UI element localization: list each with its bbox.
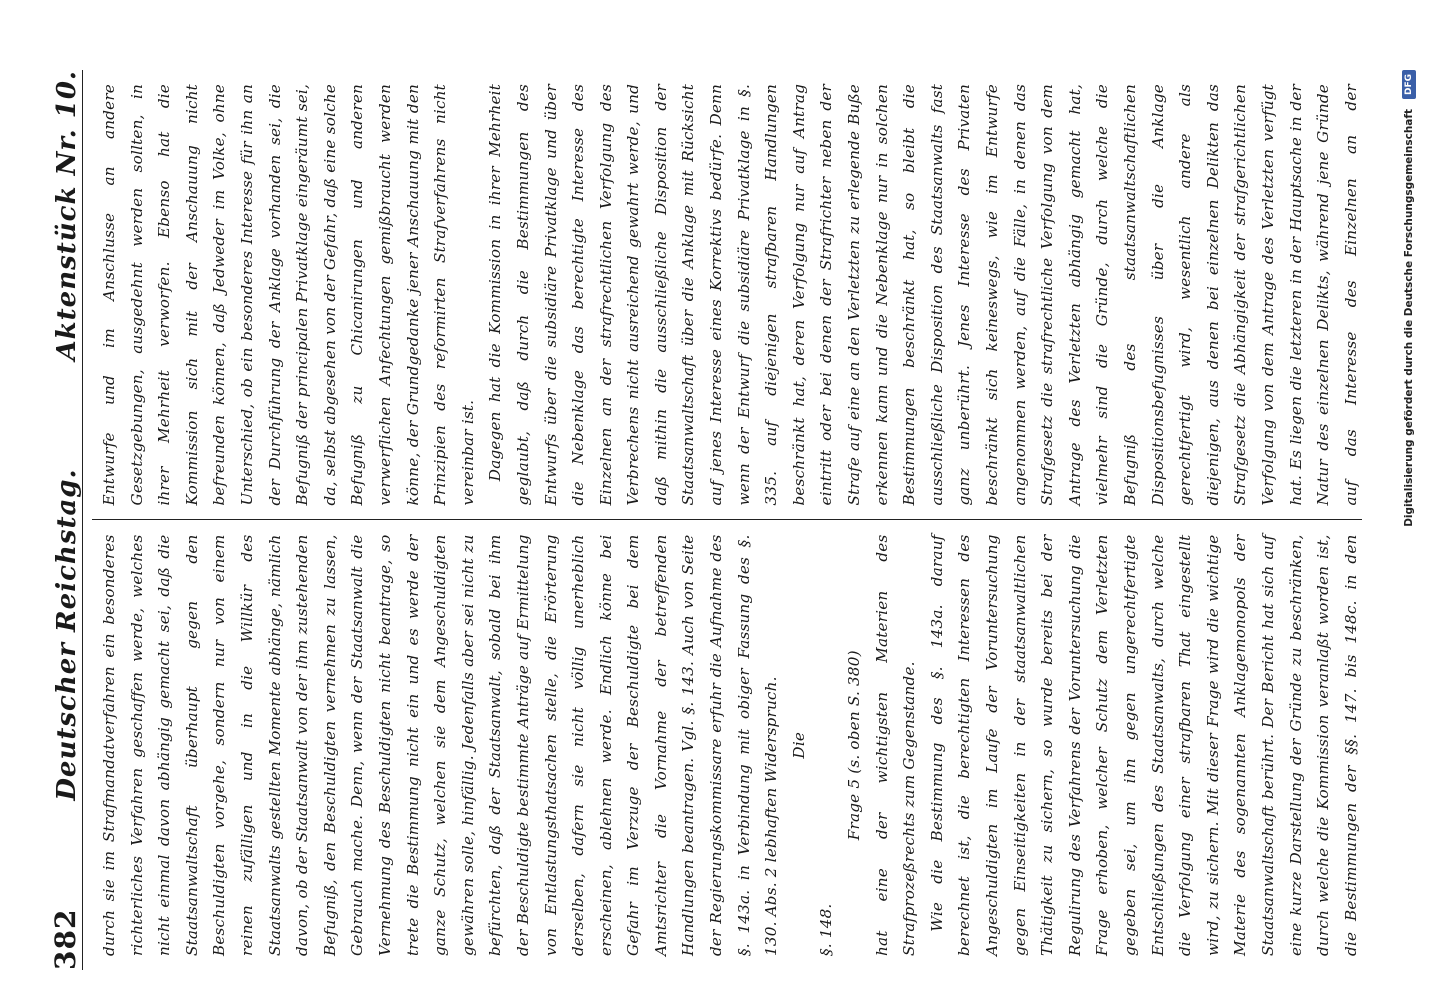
- column-divider: [92, 520, 1362, 521]
- credit-text: Digitalisierung gefördert durch die Deutsche Forschungsgemeinschaft: [1403, 109, 1415, 527]
- page-header: [42, 70, 83, 970]
- paragraph: Dagegen hat die Kommission in ihrer Mehrheit geglaubt, daß durch die Bestimmungen des Entwurfs über die subsidiäre Privatklage und über die Nebenklage das berechtigte Interesse des Einzelnen an der strafrechtlichen Verfolgung des Verbrechens nicht ausreichend gewahrt werde, und daß mithin die ausschließliche Disposition der Staatsanwaltschaft über die Anklage mit Rücksicht auf jenes Interesse eines Korrektivs bedürfe. Denn wenn der Entwurf die subsidiäre Privatklage in §. 335. auf diejenigen strafbaren Handlungen beschränkt hat, deren Verfolgung nur auf Antrag eintritt oder bei denen der Strafrichter neben der Strafe auf eine an den Verletzten zu erlegende Buße erkennen kann und die Nebenklage nur in solchen Bestimmungen beschränkt hat, so bleibt die ausschließliche Disposition des Staatsanwalts fast ganz unberührt. Jenes Interesse des Privaten beschränkt sich keineswegs, wie im Entwurfe angenommen werden, auf die Fälle, in denen das Strafgesetz die strafrechtliche Verfolgung von dem Antrage des Verletzten abhängig gemacht hat, vielmehr sind die Gründe, durch welche die Befugniß des staatsanwaltschaftlichen Dispositionsbefugnisses über die Anklage gerechtfertigt wird, wesentlich andere als diejenigen, aus denen bei einzelnen Delikten das Strafgesetz die Abhängigkeit der strafgerichtlichen Verfolgung von dem Antrage des Verletzten verfügt hat. Es liegen die letzteren in der Hauptsache in der Natur des einzelnen Delikts, während jene Gründe auf das Interesse des Einzelnen an der: [486, 84, 1360, 506]
- paragraph: Die: [789, 731, 808, 759]
- document-number: Aktenstück Nr. 10.: [52, 70, 82, 361]
- paragraph: Wie die Bestimmung des §. 143a. darauf berechnet ist, die berechtigten Interessen des Angeschuldigten im Laufe der Voruntersuchung gegen Einseitigkeiten in der staatsanwaltlichen Thätigkeit zu sichern, so wurde bereits bei der Regulirung des Verfahrens der Voruntersuchung die Frage erhoben, welcher Schutz dem Verletzten gegeben sei, um ihn gegen ungerechtfertigte Entschließungen des Staatsanwalts, durch welche die Verfolgung einer strafbaren That eingestellt wird, zu sichern. Mit dieser Frage wird die wichtige Materie des sogenannten Anklagemonopols der Staatsanwaltschaft berührt. Der Bericht hat sich auf eine kurze Darstellung der Gründe zu beschränken, durch welche die Kommission veranlaßt worden ist, die Bestimmungen der §§. 147. bis 148c. in den: [927, 534, 1360, 956]
- paragraph: durch sie im Strafmandatverfahren ein besonderes richterliches Verfahren geschaffen werde, welches nicht einmal davon abhängig gemacht sei, daß die Staatsanwaltschaft überhaupt gegen den Beschuldigten vorgehe, sondern nur von einem reinen zufälligen und in die Willkür des Staatsanwalts gestellten Momente abhänge, nämlich davon, ob der Staatsanwalt von der ihm zustehenden Befugniß, den Beschuldigten vernehmen zu lassen, Gebrauch mache. Denn, wenn der Staatsanwalt die Vernehmung des Beschuldigten nicht beantrage, so trete die Bestimmung nicht ein und es werde der ganze Schutz, welchen sie dem Angeschuldigten gewähren solle, hinfällig. Jedenfalls aber sei nicht zu befürchten, daß der Staatsanwalt, sobald bei ihm der Beschuldigte bestimmte Anträge auf Ermittelung von Entlastungsthatsachen stelle, die Erörterung derselben, dafern sie nicht völlig unerheblich erscheinen, ablehnen werde. Endlich könne bei Gefahr im Verzuge der Beschuldigte bei dem Amtsrichter die Vornahme der betreffenden Handlungen beantragen. Vgl. §. 143. Auch von Seite der Regierungskommissare erfuhr die Aufnahme des §. 143a. in Verbindung mit obiger Fassung des §. 130. Abs. 2 lebhaften Widerspruch.: [100, 534, 781, 956]
- publication-title: Deutscher Reichstag.: [52, 468, 82, 801]
- page-number: 382: [49, 908, 82, 970]
- digitization-credit: [1396, 70, 1422, 970]
- paragraph: hat eine der wichtigsten Materien des Strafprozeßrechts zum Gegenstande.: [872, 534, 919, 956]
- text-columns: [92, 70, 1362, 970]
- left-column: [92, 521, 1362, 971]
- section-heading: Frage 5 (s. oben S. 380): [845, 650, 864, 841]
- paragraph: Entwurfe und im Anschlusse an andere Gesetzgebungen, ausgedehnt werden sollten, in ihrer Mehrheit verworfen. Ebenso hat die Kommission sich mit der Anschauung nicht befreunden können, daß Jedweder im Volke, ohne Unterschied, ob ein besonderes Interesse für ihn an der Durchführung der Anklage vorhanden sei, die Befugniß der principalen Privatklage eingeräumt sei, da, selbst abgesehen von der Gefahr, daß eine solche Befugniß zu Chicanirungen und anderen verwerflichen Anfechtungen gemißbraucht werden könne, der Grundgedanke jener Anschauung mit den Prinzipien des reformirten Strafverfahrens nicht vereinbar ist.: [100, 84, 477, 506]
- section-heading: §. 148.: [817, 903, 836, 956]
- dfg-logo: DFG: [1402, 70, 1416, 99]
- right-column: [92, 70, 1362, 520]
